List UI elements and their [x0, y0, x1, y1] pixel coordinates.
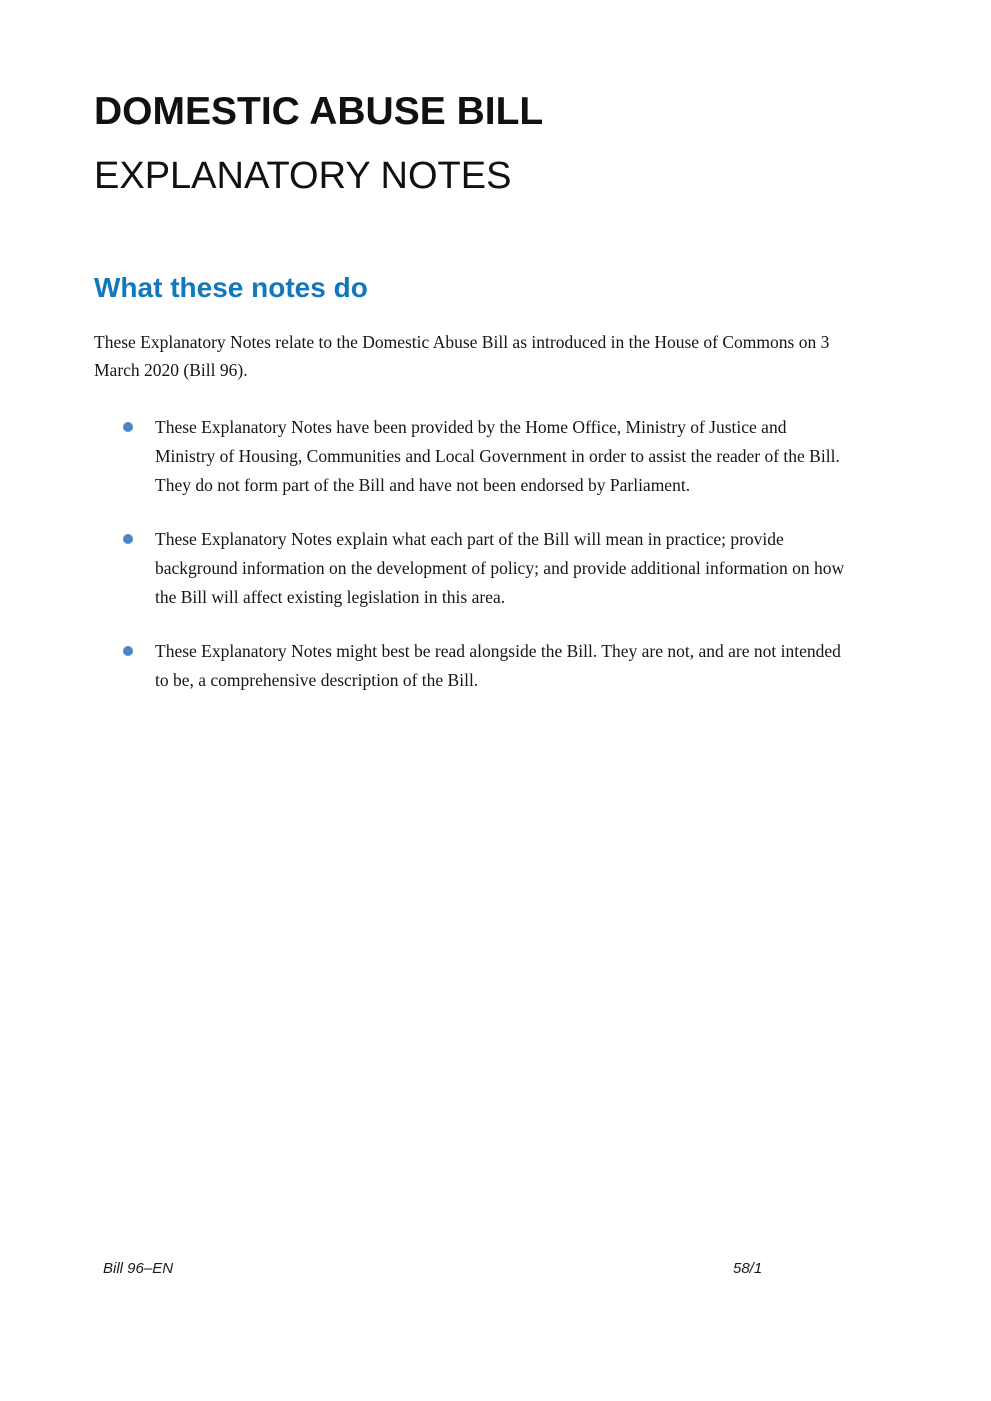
- section-heading: What these notes do: [94, 271, 368, 303]
- footer-bill-number: Bill 96–EN: [103, 1260, 174, 1277]
- list-item: [94, 637, 849, 695]
- document-subtitle: EXPLANATORY NOTES: [94, 154, 512, 197]
- page-content: [0, 90, 991, 695]
- bullet-icon: [123, 422, 133, 432]
- list-item: [94, 525, 849, 612]
- list-item: [94, 413, 849, 500]
- bullet-icon: [123, 646, 133, 656]
- document-title: DOMESTIC ABUSE BILL: [94, 90, 544, 133]
- intro-paragraph: These Explanatory Notes relate to the Domestic Abuse Bill as introduced in the House of Commons on 3 March 2020 (Bill 96).: [94, 332, 830, 380]
- bullet-text: These Explanatory Notes explain what each part of the Bill will mean in practice; provide background information on the development of policy; and provide additional information on how the Bill will affect existing legislation in this area.: [155, 528, 845, 607]
- bullet-list: [94, 413, 851, 695]
- bullet-text: These Explanatory Notes might best be read alongside the Bill. They are not, and are not intended to be, a comprehensive description of the Bill.: [155, 640, 841, 690]
- bullet-text: These Explanatory Notes have been provided by the Home Office, Ministry of Justice and Ministry of Housing, Communities and Local Government in order to assist the reader of the Bill. They do not form part of the Bill and have not been endorsed by Parliament.: [155, 416, 840, 495]
- footer-session-number: 58/1: [733, 1260, 763, 1277]
- bullet-icon: [123, 534, 133, 544]
